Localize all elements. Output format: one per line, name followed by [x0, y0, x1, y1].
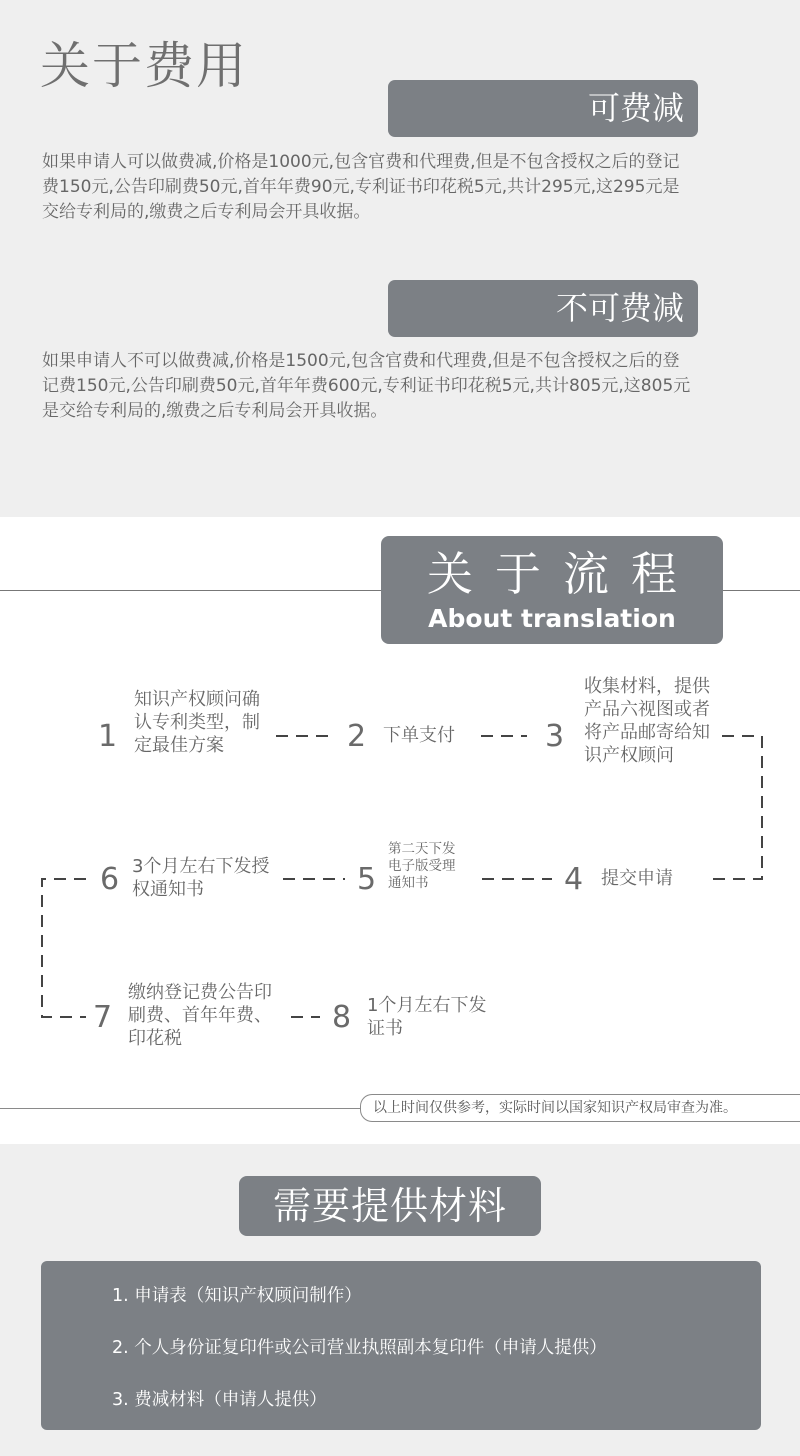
step-7-number: 7 — [93, 1000, 113, 1035]
materials-list — [41, 1261, 761, 1430]
reduce-label: 可费减 — [388, 80, 698, 137]
materials-title: 需要提供材料 — [239, 1176, 541, 1236]
noreduce-label: 不可费减 — [388, 280, 698, 337]
step-6-number: 6 — [100, 862, 120, 897]
fees-section — [0, 0, 800, 517]
reduce-description: 如果申请人可以做费减,价格是1000元,包含官费和代理费,但是不包含授权之后的登记费150元,公告印刷费50元,首年年费90元,专利证书印花税5元,共计295元,这295元是交给专利局的,缴费之后专利局会开具收据。 — [42, 152, 680, 222]
step-1-text: 知识产权顾问确认专利类型，制定最佳方案 — [134, 689, 260, 756]
step-4-text: 提交申请 — [601, 868, 673, 889]
noreduce-description: 如果申请人不可以做费减,价格是1500元,包含官费和代理费,但是不包含授权之后的登记费150元,公告印刷费50元,首年年费600元,专利证书印花税5元,共计805元,这805元是交给专利局的,缴费之后专利局会开具收据。 — [42, 351, 691, 421]
step-2-text: 下单支付 — [383, 725, 455, 746]
time-disclaimer: 以上时间仅供参考，实际时间以国家知识产权局审查为准。 — [360, 1094, 800, 1122]
process-subtitle: About translation — [428, 604, 676, 633]
materials-section — [0, 1144, 800, 1456]
step-5-number: 5 — [357, 862, 377, 897]
step-8-number: 8 — [332, 1000, 352, 1035]
step-2-number: 2 — [347, 719, 367, 754]
step-6-text: 3个月左右下发授权通知书 — [132, 856, 270, 900]
process-section — [0, 517, 800, 1144]
connector-6-7 — [42, 879, 86, 1017]
step-3-text: 收集材料，提供产品六视图或者将产品邮寄给知识产权顾问 — [584, 676, 710, 766]
step-8-text: 1个月左右下发证书 — [367, 995, 487, 1039]
process-title: 关于流程 — [427, 547, 699, 601]
note-divider — [0, 1108, 362, 1109]
flow-connectors — [0, 517, 800, 1144]
material-item: 2. 个人身份证复印件或公司营业执照副本复印件（申请人提供） — [112, 1338, 607, 1358]
step-5-text: 第二天下发电子版受理通知书 — [388, 841, 456, 891]
connector-3-4 — [706, 736, 762, 879]
step-3-number: 3 — [545, 719, 565, 754]
step-4-number: 4 — [564, 862, 584, 897]
step-1-number: 1 — [98, 719, 118, 754]
fees-title: 关于费用 — [40, 37, 248, 95]
step-7-text: 缴纳登记费公告印刷费、首年年费、印花税 — [128, 982, 272, 1049]
material-item: 3. 费减材料（申请人提供） — [112, 1390, 327, 1410]
material-item: 1. 申请表（知识产权顾问制作） — [112, 1286, 362, 1306]
